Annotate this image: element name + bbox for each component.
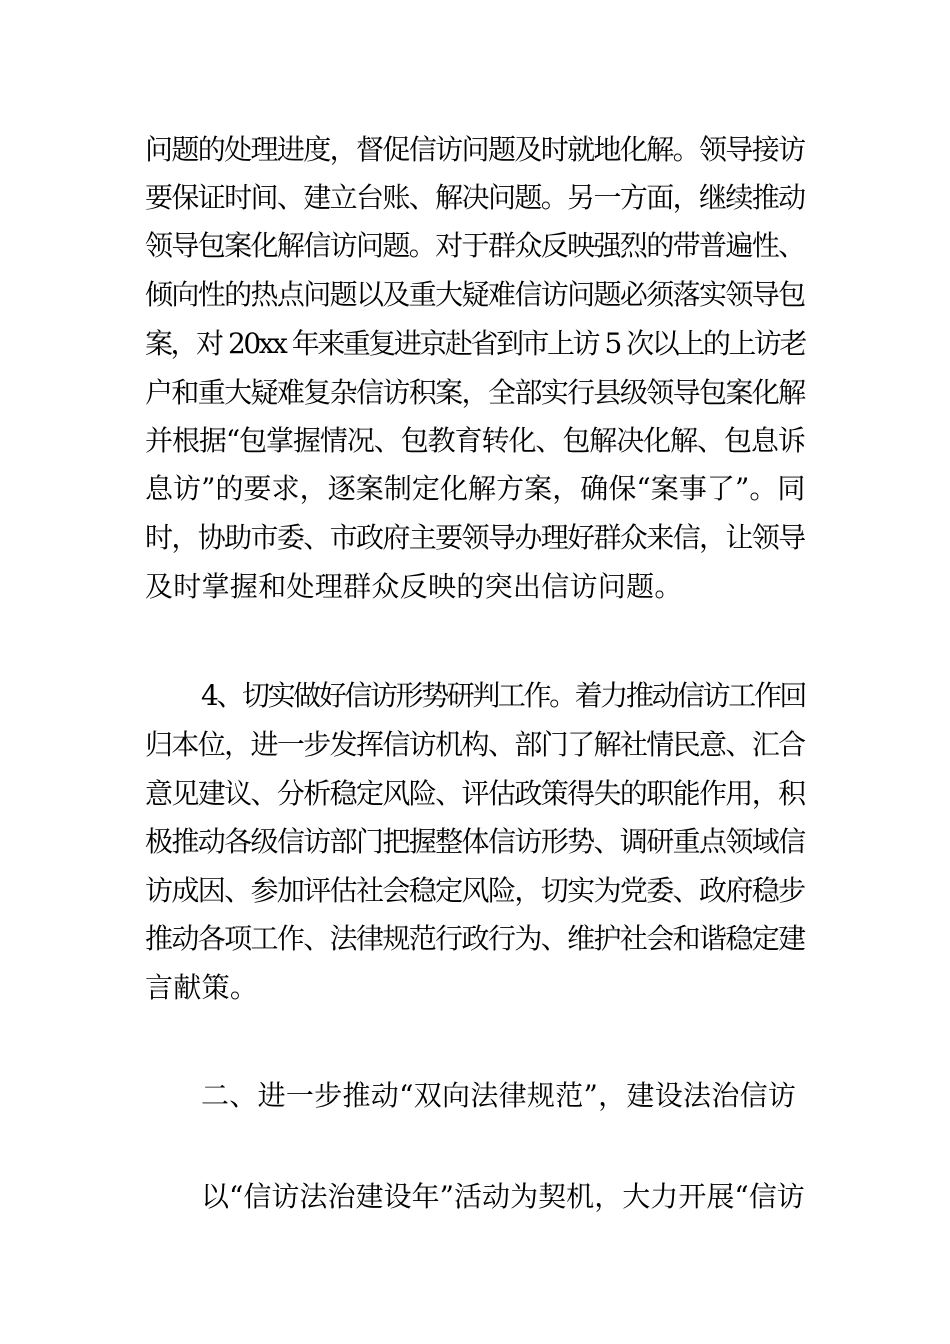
paragraph-1-line-3: 领导包案化解信访问题。对于群众反映强烈的带普遍性、: [145, 229, 805, 262]
paragraph-2-line-3: 意见建议、分析稳定风险、评估政策得失的职能作用，积: [145, 777, 805, 810]
paragraph-3-line-1: 以“信访法治建设年”活动为契机，大力开展“信访: [201, 1180, 805, 1213]
paragraph-1-line-1: 问题的处理进度，督促信访问题及时就地化解。领导接访: [145, 133, 805, 166]
paragraph-1-line-9: 时，协助市委、市政府主要领导办理好群众来信，让领导: [145, 521, 805, 554]
paragraph-2-line-7: 言献策。: [145, 971, 259, 1004]
paragraph-1-line-2: 要保证时间、建立台账、解决问题。另一方面，继续推动: [145, 181, 805, 214]
paragraph-1-line-6: 户和重大疑难复杂信访积案，全部实行县级领导包案化解: [145, 376, 805, 409]
paragraph-1-line-10: 及时掌握和处理群众反映的突出信访问题。: [145, 570, 683, 603]
paragraph-2-line-1: 4、切实做好信访形势研判工作。着力推动信访工作回: [201, 679, 806, 712]
paragraph-1-line-4: 倾向性的热点问题以及重大疑难信访问题必须落实领导包: [145, 278, 805, 311]
paragraph-2-line-2: 归本位，进一步发挥信访机构、部门了解社情民意、汇合: [145, 728, 805, 761]
paragraph-2-line-6: 推动各项工作、法律规范行政行为、维护社会和谐稳定建: [145, 922, 805, 955]
paragraph-2-line-5: 访成因、参加评估社会稳定风险，切实为党委、政府稳步: [145, 874, 805, 907]
paragraph-2-line-4: 极推动各级信访部门把握整体信访形势、调研重点领域信: [145, 825, 805, 858]
section-heading: 二、进一步推动“双向法律规范”，建设法治信访: [201, 1079, 797, 1112]
paragraph-1-line-5: 案，对 20xx 年来重复进京赴省到市上访 5 次以上的上访老: [145, 327, 805, 360]
paragraph-1-line-8: 息访”的要求，逐案制定化解方案，确保“案事了”。同: [145, 472, 806, 505]
paragraph-1-line-7: 并根据“包掌握情况、包教育转化、包解决化解、包息诉: [145, 424, 805, 457]
